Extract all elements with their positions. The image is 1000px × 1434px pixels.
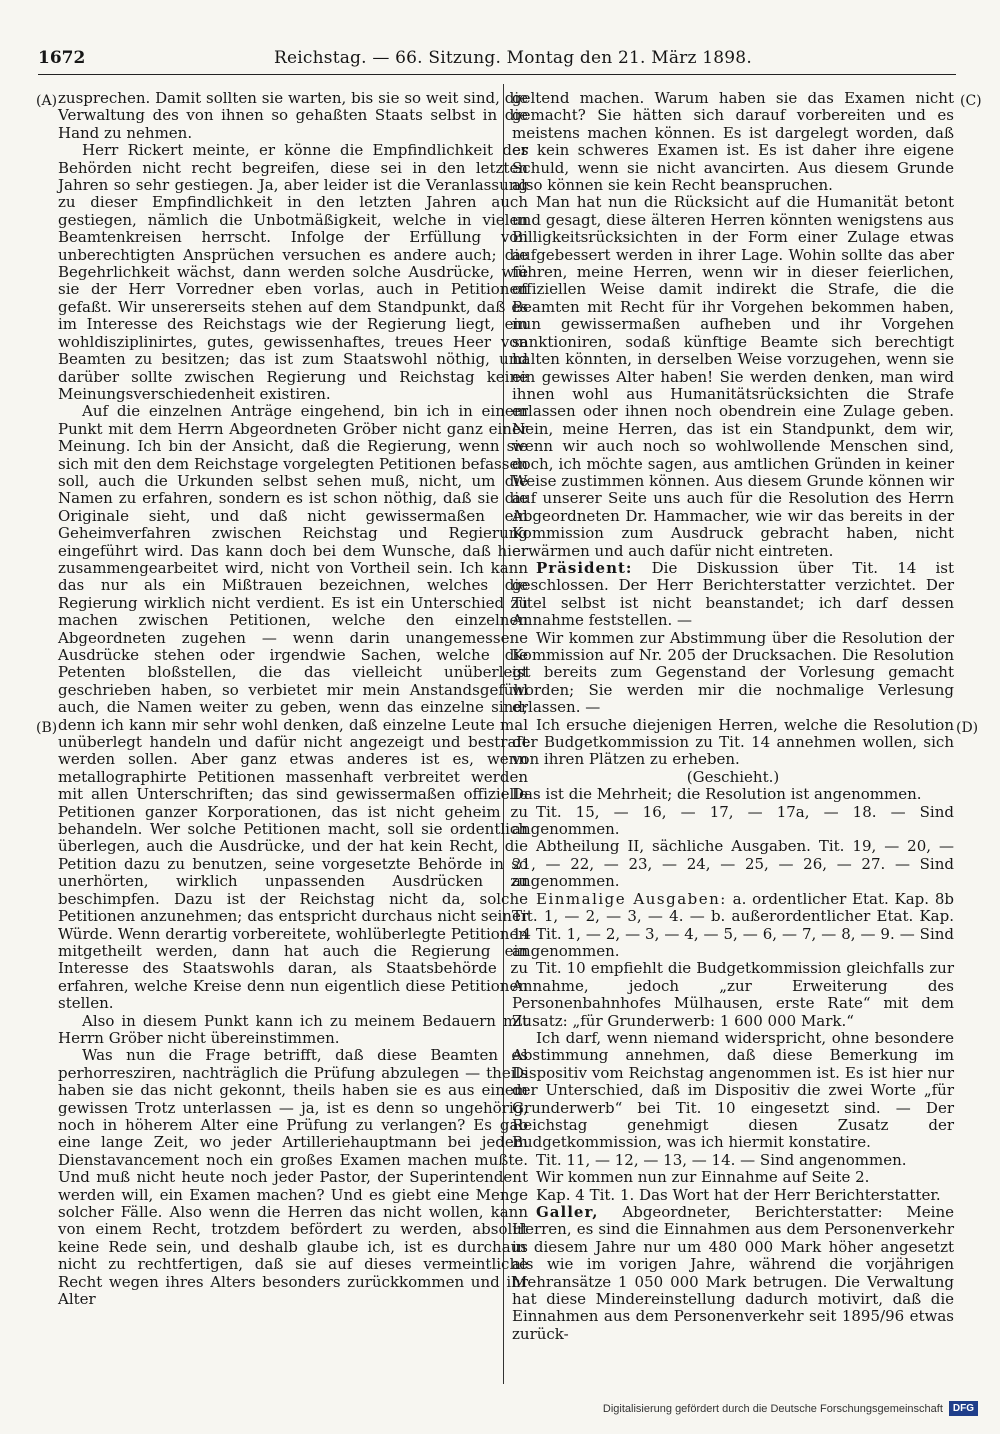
paragraph: Ich ersuche diejenigen Herren, welche die Resolution der Budgetkommission zu Tit. 14 annehmen wollen, sich von ihren Plätzen zu erheben. bbox=[512, 715, 954, 769]
page-number: 1672 bbox=[38, 48, 86, 68]
speech-text: Die Diskussion über Tit. 14 ist geschlossen. Der Herr Berichterstatter verzichtet. Der Titel selbst ist nicht beanstandet; ich darf dessen Annahme feststellen. — bbox=[512, 558, 954, 630]
dfg-logo-icon: DFG bbox=[949, 1401, 978, 1416]
speaker-name: Präsident: bbox=[536, 558, 633, 577]
margin-marker-b: (B) bbox=[36, 720, 58, 736]
paragraph: Abtheilung II, sächliche Ausgaben. Tit. 19, — 20, — 21, — 22, — 23, — 24, — 25, — 26, — 27. — Sind angenommen. bbox=[512, 837, 954, 891]
paragraph: Man hat nun die Rücksicht auf die Humanität betont und gesagt, diese älteren Herren könnten wenigstens aus Billigkeitsrücksichten in der Form einer Zulage etwas aufgebessert werden in ihrer Lage. Wohin sollte das aber führen, meine Herren, wenn wir in dieser feierlichen, offiziellen Weise damit indirekt die Strafe, die die Beamten mit Recht für ihr Vorgehen bekommen haben, nun gewissermaßen aufheben und ihr Vorgehen sanktioniren, sodaß künftige Beamte sich berechtigt halten könnten, in derselben Weise vorzugehen, wenn sie ein gewisses Alter haben! Sie werden denken, man wird ihnen wohl aus Humanitätsrücksichten die Strafe erlassen oder ihnen noch obendrein eine Zulage geben. Nein, meine Herren, das ist ein Standpunkt, dem wir, wenn wir auch noch so wohlwollende Menschen sind, doch, ich möchte sagen, aus amtlichen Gründen in keiner Weise zustimmen können. Aus diesem Grunde können wir auf unserer Seite uns auch für die Resolution des Herrn Abgeordneten Dr. Hammacher, wie wir das bereits in der Kommission zum Ausdruck gebracht haben, nicht erwärmen und auch dafür nicht eintreten. bbox=[512, 193, 954, 560]
paragraph: Wir kommen nun zur Einnahme auf Seite 2. bbox=[536, 1168, 870, 1187]
margin-marker-d: (D) bbox=[956, 720, 979, 736]
margin-marker-c: (C) bbox=[960, 93, 982, 109]
paragraph: Tit. 10 empfiehlt die Budgetkommission gleichfalls zur Annahme, jedoch „zur Erweiterung des Personenbahnhofes Mülhausen, erste Rate“ mit dem Zusatz: „für Grunderwerb: 1 600 000 Mark.“ bbox=[512, 959, 954, 1030]
speech-text: Abgeordneter, Berichterstatter: Meine Herren, es sind die Einnahmen aus dem Personenverkehr in diesem Jahre nur um 480 000 Mark höher angesetzt als wie im vorigen Jahre, während die vorjährigen Mehransätze 1 050 000 Mark betrugen. Die Verwaltung hat diese Mindereinstellung dadurch motivirt, daß die Einnahmen aus dem Personenverkehr seit 1895/96 etwas zurück- bbox=[512, 1203, 954, 1343]
paragraph: Kap. 4 Tit. 1. Das Wort hat der Herr Berichterstatter. bbox=[536, 1185, 941, 1204]
speaker-name: Galler, bbox=[536, 1203, 599, 1221]
left-column bbox=[58, 90, 528, 1308]
running-header bbox=[38, 44, 956, 72]
running-title: Reichstag. — 66. Sitzung. Montag den 21. März 1898. bbox=[274, 48, 752, 68]
right-column bbox=[512, 90, 954, 1343]
section-text: a. ordentlicher Etat. Kap. 8b Tit. 1, — 2, — 3, — 4. — b. außerordentlicher Etat. Kap. 14 Tit. 1, — 2, — 3, — 4, — 5, — 6, — 7, — 8, — 9. — Sind angenommen. bbox=[512, 889, 954, 960]
paragraph: Was nun die Frage betrifft, daß diese Beamten es perhorresziren, nachträglich die Prüfung abzulegen — theils haben sie das nicht gekonnt, theils haben sie es aus einem gewissen Trotz unterlassen — ja, ist es denn so ungehörig, noch in höherem Alter eine Prüfung zu verlangen? Es gab eine lange Zeit, wo jeder Artilleriehauptmann bei jedem Dienstavancement noch ein großes Examen machen mußte. Und muß nicht heute noch jeder Pastor, der Superintendent werden will, ein Examen machen? Und es giebt eine Menge solcher Fälle. Also wenn die Herren das nicht wollen, kann von einem Recht, trotzdem befördert zu werden, absolut keine Rede sein, und deshalb glaube ich, ist es durchaus nicht zu rechtfertigen, daß sie auf dieses vermeintliche Recht wegen ihres Alters besonders zurückkommen und ihr Alter bbox=[58, 1046, 528, 1309]
paragraph: Also in diesem Punkt kann ich zu meinem Bedauern mit Herrn Gröber nicht übereinstimmen. bbox=[58, 1011, 528, 1047]
stage-direction: (Geschieht.) bbox=[686, 767, 780, 786]
paragraph: Tit. 15, — 16, — 17, — 17a, — 18. — Sind angenommen. bbox=[512, 802, 954, 839]
paragraph: geltend machen. Warum haben sie das Examen nicht gemacht? Sie hätten sich darauf vorbereiten und es meistens machen können. Es ist dargelegt worden, daß es kein schweres Examen ist. Es ist daher ihre eigene Schuld, wenn sie nicht avancirten. Aus diesem Grunde also können sie kein Recht beanspruchen. bbox=[512, 89, 954, 195]
paragraph: Wir kommen zur Abstimmung über die Resolution der Kommission auf Nr. 205 der Drucksachen. Die Resolution ist bereits zum Gegenstand der Vorlesung gemacht worden; Sie werden mir die nochmalige Verlesung erlassen. — bbox=[512, 628, 954, 717]
section-label: Einmalige Ausgaben: bbox=[536, 889, 727, 908]
paragraph: Das ist die Mehrheit; die Resolution ist angenommen. bbox=[512, 785, 922, 804]
paragraph: Auf die einzelnen Anträge eingehend, bin ich in einem Punkt mit dem Herrn Abgeordneten Gröber nicht ganz einer Meinung. Ich bin der Ansicht, daß die Regierung, wenn sie sich mit den dem Reichstage vorgelegten Petitionen befassen soll, auch die Urkunden selbst sehen muß, nicht, um die Namen zu erfahren, sondern es ist schon nöthig, daß sie die Originale sieht, und daß nicht gewissermaßen ein Geheimverfahren zwischen Reichstag und Regierung eingeführt wird. Das kann doch bei dem Wunsche, daß hier zusammengearbeitet wird, nicht von Vortheil sein. Ich kann das nur als ein Mißtrauen bezeichnen, welches die Regierung wirklich nicht verdient. Es ist ein Unterschied zu machen zwischen Petitionen, welche den einzelnen Abgeordneten zugehen — wenn darin unangemessene Ausdrücke stehen oder irgendwie Sachen, welche die Petenten bloßstellen, die das vielleicht unüberlegt geschrieben haben, so verbietet mir mein Anstandsgefühl auch, die Namen weiter zu geben, wenn das einzelne sind; denn ich kann mir sehr wohl denken, daß einzelne Leute mal unüberlegt handeln und dafür nicht angezeigt und bestraft werden sollen. Aber ganz etwas anderes ist es, wenn metallographirte Petitionen massenhaft verbreitet werden mit allen Unterschriften; das sind gewissermaßen offizielle Petitionen ganzer Korporationen, das ist nicht geheim zu behandeln. Wer solche Petitionen macht, soll sie ordentlich überlegen, auch die Ausdrücke, und der hat kein Recht, die Petition dazu zu benutzen, seine vorgesetzte Behörde in so unerhörten, wirklich unpassenden Ausdrücken zu beschimpfen. Dazu ist der Reichstag nicht da, solche Petitionen anzunehmen; das entspricht durchaus nicht seiner Würde. Wenn derartig vorbereitete, wohlüberlegte Petitionen mitgetheilt werden, dann hat auch die Regierung ein Interesse des Staatswohls daran, als Staatsbehörde zu erfahren, welche Kreise denn nun eigentlich diese Petitionen stellen. bbox=[58, 402, 528, 1013]
margin-marker-a: (A) bbox=[36, 93, 58, 109]
footer-text: Digitalisierung gefördert durch die Deutsche Forschungsgemeinschaft bbox=[602, 1402, 943, 1415]
paragraph: Tit. 11, — 12, — 13, — 14. — Sind angenommen. bbox=[536, 1150, 907, 1169]
paragraph: zusprechen. Damit sollten sie warten, bis sie so weit sind, die Verwaltung des von ihnen so gehaßten Staats selbst in die Hand zu nehmen. bbox=[58, 89, 528, 142]
paragraph bbox=[512, 891, 954, 961]
paragraph bbox=[512, 1204, 954, 1343]
header-rule bbox=[38, 74, 956, 75]
paragraph: Herr Rickert meinte, er könne die Empfindlichkeit der Behörden nicht recht begreifen, diese sei in den letzten Jahren so sehr gestiegen. Ja, aber leider ist die Veranlassung zu dieser Empfindlichkeit in den letzten Jahren auch gestiegen, nämlich die Unbotmäßigkeit, welche in vielen Beamtenkreisen herrscht. Infolge der Erfüllung von unberechtigten Ansprüchen versuchen es andere auch; die Begehrlichkeit wächst, dann werden solche Ausdrücke, wie sie der Herr Vorredner eben vorlas, auch in Petitionen gefaßt. Wir unsererseits stehen auf dem Standpunkt, daß es im Interesse des Reichstags wie der Regierung liegt, ein wohldisziplinirtes, gutes, gewissenhaftes, treues Heer von Beamten zu besitzen; das ist zum Staatswohl nöthig, und darüber sollte zwischen Regierung und Reichstag keine Meinungsverschiedenheit existiren. bbox=[58, 141, 528, 403]
digitization-credit bbox=[603, 1401, 978, 1416]
paragraph bbox=[512, 560, 954, 630]
paragraph: Ich darf, wenn niemand widerspricht, ohne besondere Abstimmung annehmen, daß diese Bemerkung im Dispositiv vom Reichstag angenommen ist. Es ist hier nur der Unterschied, daß im Dispositiv die zwei Worte „für Grunderwerb“ bei Tit. 10 eingesetzt sind. — Der Reichstag genehmigt diesen Zusatz der Budgetkommission, was ich hiermit konstatire. bbox=[512, 1028, 954, 1152]
